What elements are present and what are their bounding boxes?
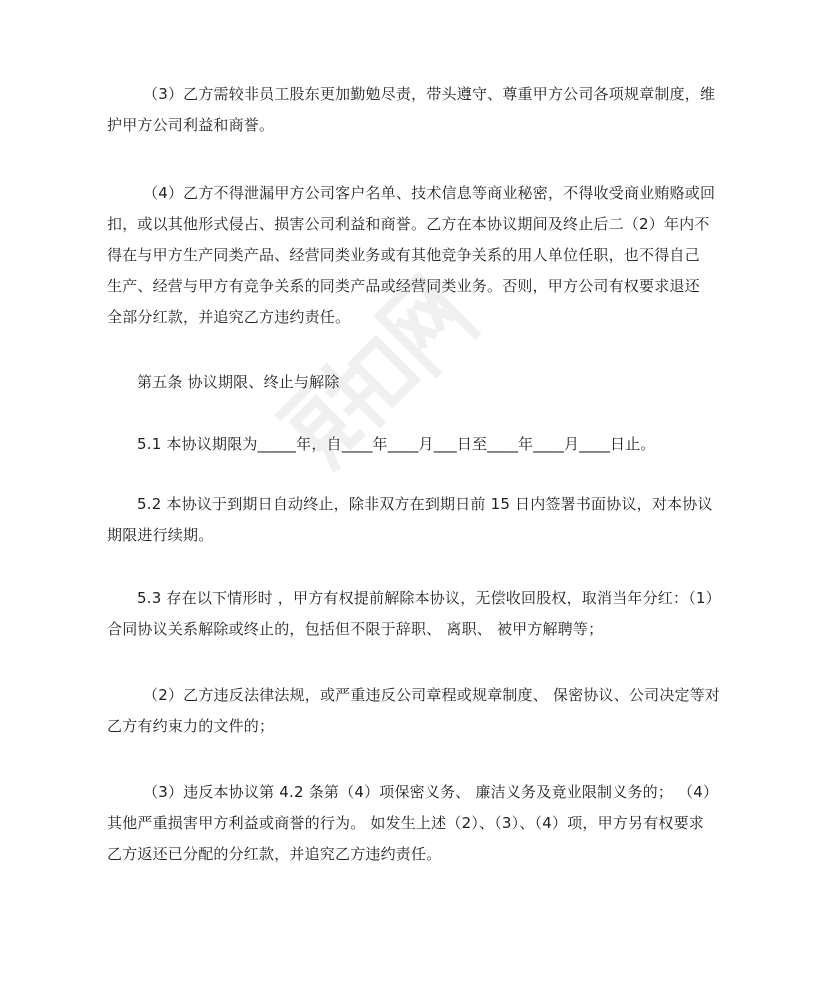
- text-line: （3）乙方需较非员工股东更加勤勉尽责，带头遵守、尊重甲方公司各项规章制度，维: [143, 85, 716, 103]
- clause-5-3: [107, 583, 732, 645]
- text-line: 扣，或以其他形式侵占、损害公司利益和商誉。乙方在本协议期间及终止后二（2）年内不: [107, 215, 710, 233]
- text-line: 5.2 本协议于到期日自动终止，除非双方在到期日前 15 日内签署书面协议，对本协议: [137, 495, 713, 513]
- text-line: 全部分红款，并追究乙方违约责任。: [107, 308, 351, 326]
- text-line: （4）乙方不得泄漏甲方公司客户名单、技术信息等商业秘密，不得收受商业贿赂或回: [143, 184, 716, 202]
- clause-5-2: [107, 489, 732, 551]
- article-5-heading: [107, 367, 732, 398]
- text-line: 5.3 存在以下情形时 ，甲方有权提前解除本协议，无偿收回股权，取消当年分红：（1）: [137, 589, 721, 607]
- text-line: （2）乙方违反法律法规，或严重违反公司章程或规章制度、 保密协议、公司决定等对: [143, 686, 721, 704]
- text-line: 期限进行续期。: [107, 526, 214, 544]
- text-line: 其他严重损害甲方利益或商誉的行为。 如发生上述（2）、（3）、（4）项，甲方另有权要求: [107, 814, 705, 832]
- text-line: 护甲方公司利益和商誉。: [107, 116, 275, 134]
- clause-5-3-item-3: [107, 777, 732, 870]
- clause-5-1: [107, 429, 732, 460]
- heading-text: 第五条 协议期限、终止与解除: [137, 373, 340, 391]
- text-line: 合同协议关系解除或终止的，包括但不限于辞职、 离职、 被甲方解聘等；: [107, 620, 604, 638]
- text-line: 生产、经营与甲方有竞争关系的同类产品或经营同类业务。否则，甲方公司有权要求退还: [107, 277, 700, 295]
- text-line: （3）违反本协议第 4.2 条第（4）项保密义务、 廉洁义务及竟业限制义务的； （4）: [143, 783, 719, 801]
- text-line: 5.1 本协议期限为_____年，自____年____月___日至____年____月____日止。: [137, 435, 656, 453]
- text-line: 得在与甲方生产同类产品、经营同类业务或有其他竞争关系的用人单位任职，也不得自己: [107, 246, 700, 264]
- paragraph-4-4: [107, 178, 732, 333]
- text-line: 乙方有约束力的文件的；: [107, 717, 275, 735]
- paragraph-4-3: [107, 79, 732, 141]
- text-line: 乙方返还已分配的分红款，并追究乙方违约责任。: [107, 845, 442, 863]
- clause-5-3-item-2: [107, 680, 732, 742]
